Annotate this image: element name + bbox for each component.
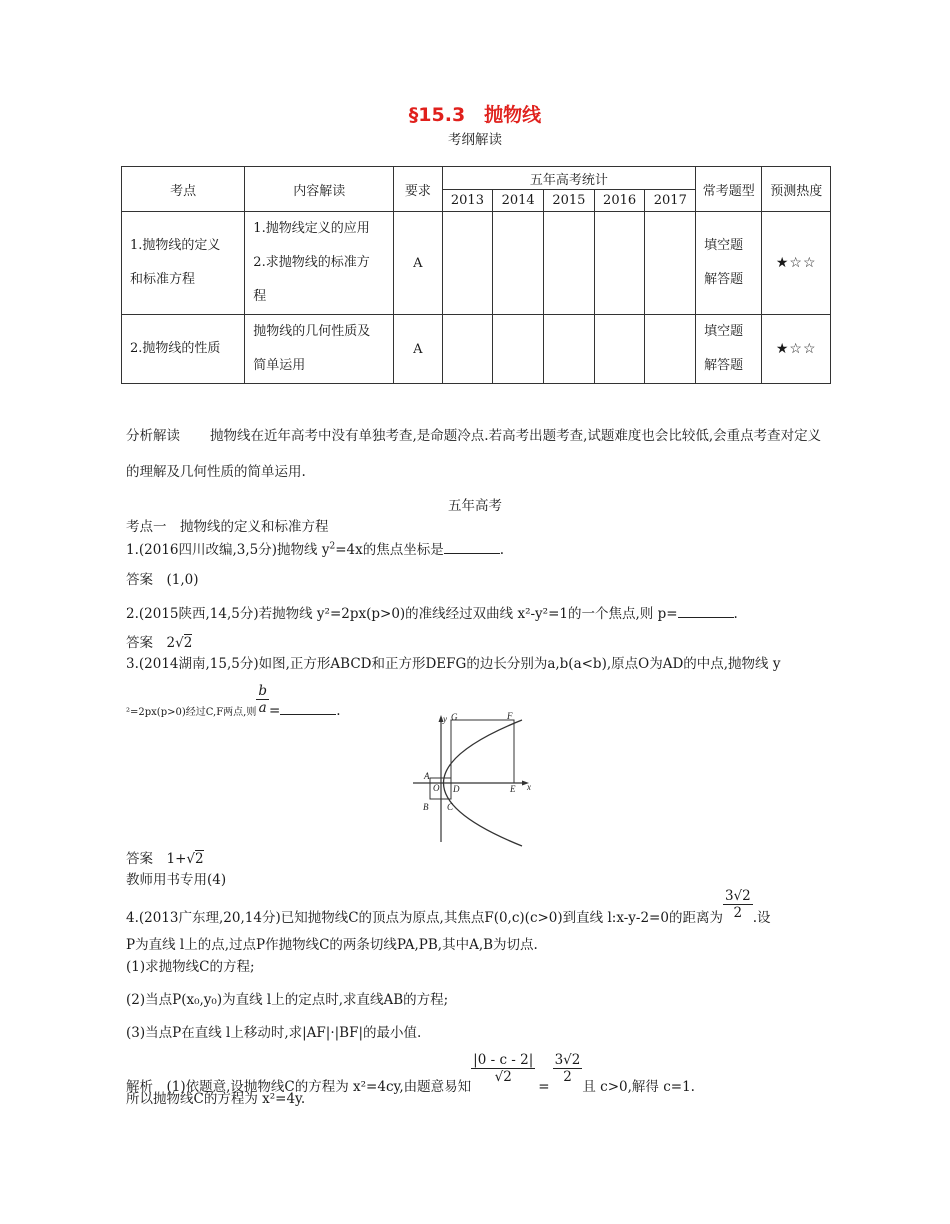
label-c: C [447,802,454,812]
header-changkao: 常考题型 [696,167,762,212]
label-a: A [424,771,430,781]
row-kaodian: 2.抛物线的性质 [122,315,245,384]
empty-cell [594,315,645,384]
year-cell: 2016 [594,190,645,212]
cell-line: 1.抛物线的定义 [130,238,221,253]
question-4-line2: P为直线 l上的点,过点P作抛物线C的两条切线PA,PB,其中A,B为切点. [126,937,538,953]
year-cell: 2013 [442,190,493,212]
row-neirong [245,212,394,315]
frac-den: a [258,700,267,716]
q3-end: . [336,703,341,719]
row-yaoqiu: A [394,212,442,315]
answer-blank [678,604,734,618]
kaodian-heading: 考点一 抛物线的定义和标准方程 [126,519,329,535]
answer-2-label: 答案 2 [126,635,176,651]
cell-line: 填空题 [704,238,744,253]
empty-cell [645,315,696,384]
row-neirong [245,315,394,384]
row-yaoqiu: A [394,315,442,384]
empty-cell [442,212,493,315]
frac-num: |0 - c - 2| [473,1052,534,1068]
answer-2-radicand: 2 [183,635,193,651]
cell-line: 解答题 [704,272,744,287]
answer-3 [126,847,204,867]
question-2 [126,602,738,622]
empty-cell [442,315,493,384]
fraction-3root2-over-2 [723,888,753,921]
empty-cell [544,315,595,384]
frac-num: 3√2 [724,888,751,904]
cell-line: 和标准方程 [130,272,196,287]
empty-cell [493,315,544,384]
q2-end: . [733,606,738,622]
answer-1: 答案 (1,0) [126,572,199,588]
analysis-text: 抛物线在近年高考中没有单独考查,是命题冷点.若高考出题考查,试题难度也会比较低,会重点考查对定义的理解及几何性质的简单运用. [126,428,822,480]
solution-fraction-2 [553,1052,583,1085]
answer-2 [126,631,192,651]
cell-line: 填空题 [704,324,744,339]
label-o: O [433,783,440,793]
solution-fraction-1 [471,1052,535,1085]
label-f: F [507,712,513,721]
solution-text: 解析 (1)依题意,设抛物线C的方程为 x²=4cy,由题意易知 [126,1079,472,1095]
header-yaoqiu: 要求 [394,167,442,212]
table-row [122,315,831,384]
label-b: B [423,802,429,812]
q3-text: ²=2px(p>0)经过C,F两点,则 [126,707,257,718]
question-4-sub1: (1)求抛物线C的方程; [126,959,255,975]
page-title: §15.3 抛物线 [408,104,542,126]
square-defg [451,720,514,783]
row-kaodian [122,212,245,315]
analysis-paragraph [126,418,826,490]
cell-line: 简单运用 [253,358,306,373]
row-heat: ★☆☆ [762,315,831,384]
label-g: G [451,712,458,722]
section-heading: 五年高考 [448,498,502,514]
q2-text: 2.(2015陕西,14,5分)若抛物线 y²=2px(p>0)的准线经过双曲线 x²-y²=1的一个焦点,则 p= [126,606,678,622]
header-stat-group: 五年高考统计 [442,167,696,190]
question-3-line1: 3.(2014湖南,15,5分)如图,正方形ABCD和正方形DEFG的边长分别为a,b(a<b),原点O为AD的中点,抛物线 y [126,656,781,672]
label-x: x [527,782,531,792]
answer-3-radicand: 2 [195,851,204,867]
label-e: E [510,784,516,794]
question-4-line1 [126,888,771,935]
table-row [122,212,831,315]
label-y: y [443,714,447,724]
cell-line: 1.抛物线定义的应用 [253,221,370,236]
row-type [696,315,762,384]
empty-cell [493,212,544,315]
question-1 [126,538,504,558]
cell-line: 解答题 [704,358,744,373]
analysis-label: 分析解读 [126,428,180,444]
answer-blank [444,540,500,554]
syllabus-table [121,166,831,384]
q1-text: 1.(2016四川改编,3,5分)抛物线 y [126,542,330,558]
answer-blank [280,701,336,715]
sqrt-sign: √ [186,851,196,867]
empty-cell [594,212,645,315]
sqrt-sign: √ [175,635,184,651]
year-cell: 2014 [493,190,544,212]
page-subtitle: 考纲解读 [448,132,502,148]
header-yuce: 预测热度 [762,167,831,212]
frac-num: 3√2 [554,1052,581,1068]
q1-text2: =4x的焦点坐标是 [335,542,444,558]
year-cell: 2015 [544,190,595,212]
year-cell: 2017 [645,190,696,212]
parabola-figure [410,712,535,847]
cell-line: 程 [253,289,267,304]
fraction-b-over-a [256,683,269,716]
solution-text-end: 且 c>0,解得 c=1. [582,1079,695,1095]
frac-num: b [258,683,267,699]
row-type [696,212,762,315]
answer-3-label: 答案 1+ [126,851,187,867]
q1-sup: 2 [329,541,336,552]
q1-end: . [499,542,504,558]
empty-cell [544,212,595,315]
frac-den: 2 [733,905,743,921]
solution-eq: = [538,1079,550,1095]
question-4-sub3: (3)当点P在直线 l上移动时,求|AF|·|BF|的最小值. [126,1025,422,1041]
header-kaodian: 考点 [122,167,245,212]
header-neirong: 内容解读 [245,167,394,212]
row-heat: ★☆☆ [762,212,831,315]
cell-line: 抛物线的几何性质及 [253,324,371,339]
label-d: D [453,784,460,794]
teacher-note: 教师用书专用(4) [126,872,227,888]
solution-line1 [126,1050,695,1095]
question-3-line2 [126,683,341,728]
solution-line2: 所以抛物线C的方程为 x²=4y. [126,1091,306,1107]
q4-text-end: .设 [752,910,771,926]
question-4-sub2: (2)当点P(x₀,y₀)为直线 l上的定点时,求直线AB的方程; [126,992,449,1008]
frac-den: 2 [563,1069,572,1085]
q3-eq: = [268,703,281,719]
empty-cell [645,212,696,315]
frac-den: √2 [494,1069,512,1085]
q4-text: 4.(2013广东理,20,14分)已知抛物线C的顶点为原点,其焦点F(0,c)(c>0)到直线 l:x-y-2=0的距离为 [126,910,723,926]
cell-line: 2.求抛物线的标准方 [253,255,370,270]
